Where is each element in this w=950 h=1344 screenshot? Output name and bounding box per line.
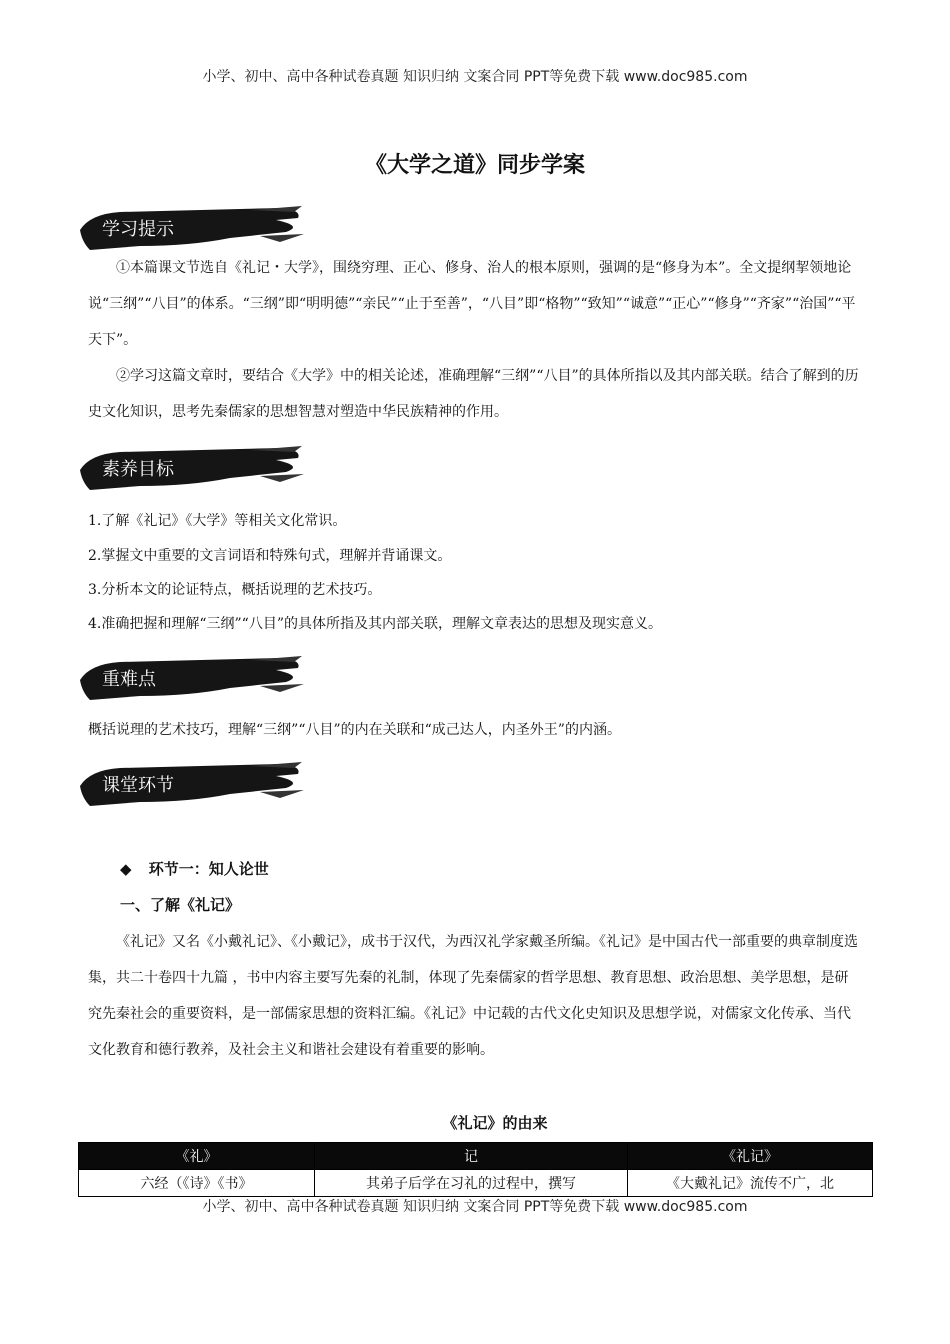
table-header-cell: 《礼》 <box>79 1143 315 1170</box>
table-header-row <box>79 1143 873 1170</box>
section-banner-tips <box>80 206 305 252</box>
table-header-cell: 记 <box>315 1143 628 1170</box>
section-banner-goals <box>80 446 305 492</box>
goal-item: 4.准确把握和理解“三纲”“八目”的具体所指及其内部关联，理解文章表达的思想及现实意义。 <box>88 616 662 632</box>
section-banner-key <box>80 656 305 702</box>
goal-item: 2.掌握文中重要的文言词语和特殊句式，理解并背诵课文。 <box>88 548 452 564</box>
section-label: 重难点 <box>102 669 156 690</box>
tips-paragraph-2: ②学习这篇文章时，要结合《大学》中的相关论述，准确理解“三纲”“八目”的具体所指以及其内部关联。结合了解到的历史文化知识，思考先秦儒家的思想智慧对塑造中华民族精神的作用。 <box>88 368 859 420</box>
step-heading <box>120 858 269 879</box>
section-label: 学习提示 <box>102 219 174 240</box>
table-caption: 《礼记》的由来 <box>442 1114 548 1132</box>
liji-paragraph: 《礼记》又名《小戴礼记》、《小戴记》，成书于汉代，为西汉礼学家戴圣所编。《礼记》是中国古代一部重要的典章制度选集，共二十卷四十九篇 ，书中内容主要写先秦的礼制，体现了先秦儒家的哲学思想、教育思想、政治思想、美学思想，是研究先秦社会的重要资料，是一部儒家思想的资料汇编。《礼记》中记载的古代文化史知识及思想学说，对儒家文化传承、当代文化教育和德行教养，及社会主义和谐社会建设有着重要的影响。 <box>88 934 858 1058</box>
table-cell: 《大戴礼记》流传不广，北 <box>628 1170 873 1197</box>
section-label: 素养目标 <box>102 459 174 480</box>
step-title: 环节一：知人论世 <box>148 860 269 878</box>
goal-item: 3.分析本文的论证特点，概括说理的艺术技巧。 <box>88 582 382 598</box>
subsection-heading: 一、了解《礼记》 <box>120 896 241 914</box>
table-row <box>79 1170 873 1197</box>
table-cell: 其弟子后学在习礼的过程中，撰写 <box>315 1170 628 1197</box>
page-title: 《大学之道》同步学案 <box>364 153 585 178</box>
table-header-cell: 《礼记》 <box>628 1143 873 1170</box>
diamond-bullet-icon: ◆ <box>120 860 132 878</box>
table-cell: 六经（《诗》《书》 <box>79 1170 315 1197</box>
origin-table <box>78 1142 873 1197</box>
page-footer: 小学、初中、高中各种试卷真题 知识归纳 文案合同 PPT等免费下载 www.doc985.com <box>202 1199 748 1215</box>
page-header: 小学、初中、高中各种试卷真题 知识归纳 文案合同 PPT等免费下载 www.doc985.com <box>202 69 748 85</box>
section-banner-class <box>80 762 305 808</box>
tips-paragraph-1: ①本篇课文节选自《礼记・大学》，围绕穷理、正心、修身、治人的根本原则，强调的是“修身为本”。全文提纲挈领地论说“三纲”“八目”的体系。“三纲”即“明明德”“亲民”“止于至善”，“八目”即“格物”“致知”“诚意”“正心”“修身”“齐家”“治国”“平天下”。 <box>88 260 856 348</box>
section-label: 课堂环节 <box>102 775 174 796</box>
key-points-text: 概括说理的艺术技巧，理解“三纲”“八目”的内在关联和“成己达人，内圣外王”的内涵。 <box>88 722 621 738</box>
goal-item: 1.了解《礼记》《大学》等相关文化常识。 <box>88 513 347 529</box>
